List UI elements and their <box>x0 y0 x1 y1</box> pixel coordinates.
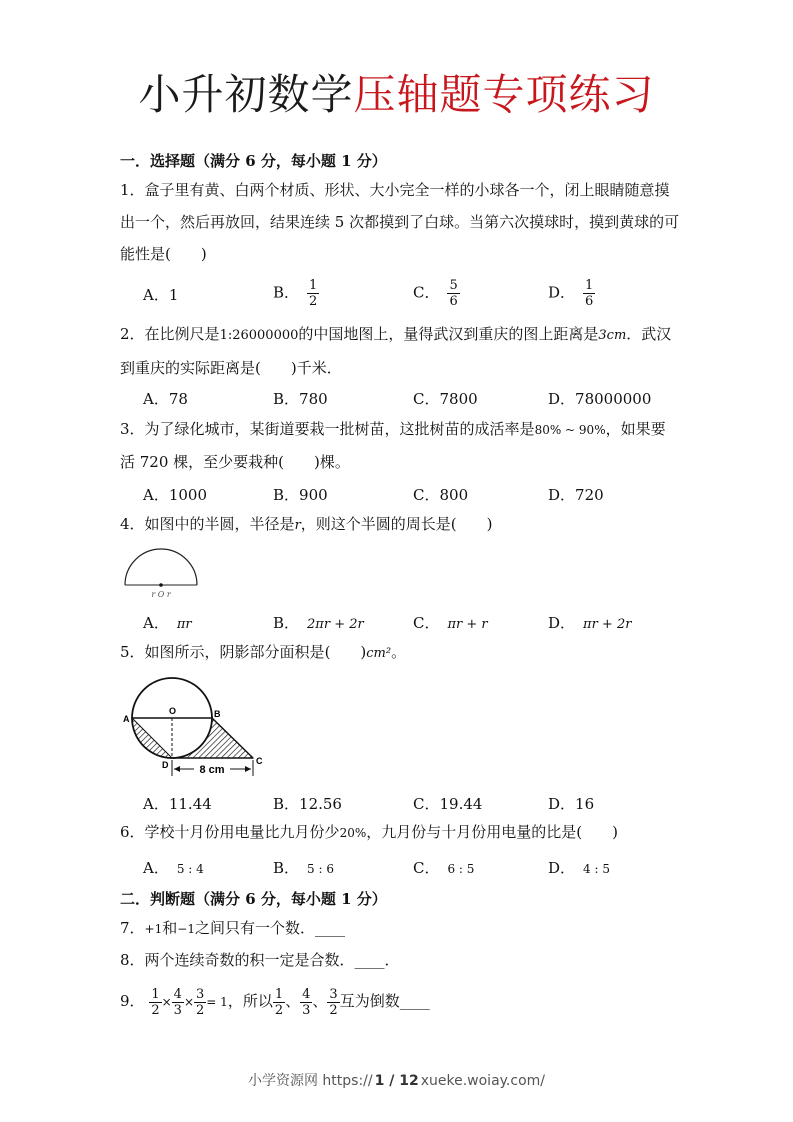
option-a: A．1 <box>143 286 179 304</box>
page-number: 1 / 12 <box>374 1073 419 1089</box>
answer-blank: ( ) <box>255 359 297 377</box>
option-c: C． $\frac{5}{6}$ <box>413 278 458 309</box>
semicircle-label: r O r <box>151 590 171 599</box>
question-text: 两个连续奇数的积一定是合数．____． <box>144 951 400 969</box>
section-heading-choice: 一．选择题（满分 6 分，每小题 1 分） <box>120 152 387 170</box>
option-d: D．720 <box>548 486 604 504</box>
fraction: $\frac{1}{2}$ <box>151 986 160 1018</box>
option-b: B．900 <box>273 486 328 504</box>
option-a: A．78 <box>143 390 188 408</box>
fraction: $\frac{3}{2}$ <box>329 986 338 1018</box>
option-c: C． πr + r <box>413 614 488 632</box>
question-text: ，九月份与十月份用电量的比是 <box>366 823 577 841</box>
option-d: D．16 <box>548 795 595 813</box>
question-number: 4． <box>120 515 145 533</box>
question-5 <box>120 636 680 670</box>
fraction: $\frac{1}{2}$ <box>309 278 318 309</box>
fraction: $\frac{3}{2}$ <box>196 986 205 1018</box>
question-text: 在比例尺是 <box>144 325 220 343</box>
question-text: 如图所示，阴影部分面积是 <box>144 643 325 661</box>
page-footer <box>0 1070 793 1090</box>
point-o-label: O <box>169 706 177 716</box>
question-number: 8． <box>120 951 145 969</box>
option-c: C．800 <box>413 486 469 504</box>
question-6-options <box>143 857 703 887</box>
question-text: 盒子里有黄、白两个材质、形状、大小完全一样的小球各一个，闭上眼睛随意摸出一个，然后再放回，结果连续 5 次都摸到了白球。当第六次摸球时，摸到黄球的可能性是 <box>120 181 680 263</box>
option-b: B．12.56 <box>273 795 342 813</box>
point-c-label: C <box>256 756 263 766</box>
option-c: C．7800 <box>413 390 478 408</box>
point-d-label: D <box>162 760 169 770</box>
question-text: 为了绿化城市，某街道要栽一批树苗，这批树苗的成活率是 <box>144 420 535 438</box>
option-a: A． 5 : 4 <box>143 859 204 877</box>
answer-blank: ( ) <box>576 823 618 841</box>
length-label: 8 cm <box>199 764 225 776</box>
question-text: 互为倒数____ <box>339 992 430 1010</box>
question-text: ，所以 <box>227 992 273 1010</box>
question-number: 5． <box>120 643 145 661</box>
option-b: B． 2πr + 2r <box>273 614 364 632</box>
option-a: A．11.44 <box>143 795 212 813</box>
question-text: ，则这个半圆的周长是 <box>300 515 451 533</box>
option-c: C．19.44 <box>413 795 483 813</box>
answer-blank: ( ) <box>278 453 320 471</box>
footer-site: 小学资源网 https:// <box>247 1073 373 1089</box>
question-number: 7． <box>120 919 145 937</box>
question-2 <box>120 318 680 384</box>
option-b: B． 5 : 6 <box>273 859 334 877</box>
question-text: ，如果要活 720 棵，至少要栽种 <box>120 420 666 471</box>
title-part-red: 压轴题专项练习 <box>353 70 655 119</box>
question-number: 2． <box>120 325 145 343</box>
option-d: D． πr + 2r <box>548 614 632 632</box>
answer-blank: ( ) <box>450 515 493 533</box>
fraction: $\frac{1}{2}$ <box>274 986 284 1018</box>
unit: cm² <box>366 646 392 661</box>
question-text: 之间只有一个数．____ <box>194 919 345 937</box>
question-1-options <box>143 278 703 308</box>
question-number: 3． <box>120 420 145 438</box>
question-text: 的中国地图上，量得武汉到重庆的图上距离是 <box>298 325 599 343</box>
math-value: −1 <box>177 922 195 936</box>
fraction: $\frac{5}{6}$ <box>449 278 458 309</box>
option-d: D． 4 : 5 <box>548 859 610 877</box>
question-text: ．武汉到重庆的实际距离是 <box>120 325 672 377</box>
distance-value: 3cm <box>598 328 627 343</box>
section-heading-judgement: 二．判断题（满分 6 分，每小题 1 分） <box>120 890 387 908</box>
answer-blank: ( ) <box>165 245 207 263</box>
fraction: $\frac{4}{3}$ <box>302 986 311 1018</box>
radius-symbol: r <box>294 518 301 533</box>
circle-shaded-figure <box>120 672 270 782</box>
question-text: 如图中的半圆，半径是 <box>144 515 295 533</box>
question-number: 1． <box>120 181 145 199</box>
question-number: 6． <box>120 823 145 841</box>
question-7 <box>120 912 680 945</box>
question-8 <box>120 944 680 976</box>
fraction: $\frac{1}{6}$ <box>585 278 594 309</box>
question-9: 9． $\frac{1}{2}$ × $\frac{4}{3}$ × $\frac{3}{2}$ = 1，所以 $\frac{1}{2}$ 、 $\frac{4}{3}$ 、 $\frac{3}{2}$ 互为倒数____ <box>120 986 430 1018</box>
document-title <box>0 62 793 122</box>
question-6 <box>120 816 680 849</box>
question-text: 千米． <box>296 359 342 377</box>
option-d: D． $\frac{1}{6}$ <box>548 278 594 309</box>
option-a: A．1000 <box>143 486 208 504</box>
scale-value: 1:26000000 <box>219 328 299 343</box>
fraction: $\frac{4}{3}$ <box>173 986 182 1018</box>
math-value: +1 <box>144 922 163 936</box>
footer-domain: xueke.woiay.com/ <box>420 1073 546 1089</box>
question-text: 学校十月份用电量比九月份少 <box>144 823 340 841</box>
percent-value: 20% <box>339 826 367 840</box>
question-text: 和 <box>162 919 178 937</box>
question-number: 9． <box>120 992 145 1010</box>
option-b: B．780 <box>273 390 328 408</box>
semicircle-figure <box>120 545 202 599</box>
title-part-black: 小升初数学 <box>138 70 354 119</box>
question-text: 棵。 <box>319 453 350 471</box>
point-a-label: A <box>123 714 130 724</box>
question-1 <box>120 174 680 270</box>
rate-value: 80% ~ 90% <box>534 423 606 437</box>
option-b: B． $\frac{1}{2}$ <box>273 278 318 309</box>
option-d: D．78000000 <box>548 390 652 408</box>
question-text: 。 <box>391 643 407 661</box>
answer-blank: ( ) <box>324 643 367 661</box>
question-3 <box>120 413 680 478</box>
point-b-label: B <box>214 709 221 719</box>
option-a: A． πr <box>143 614 192 632</box>
option-c: C． 6 : 5 <box>413 859 475 877</box>
question-4 <box>120 508 680 542</box>
